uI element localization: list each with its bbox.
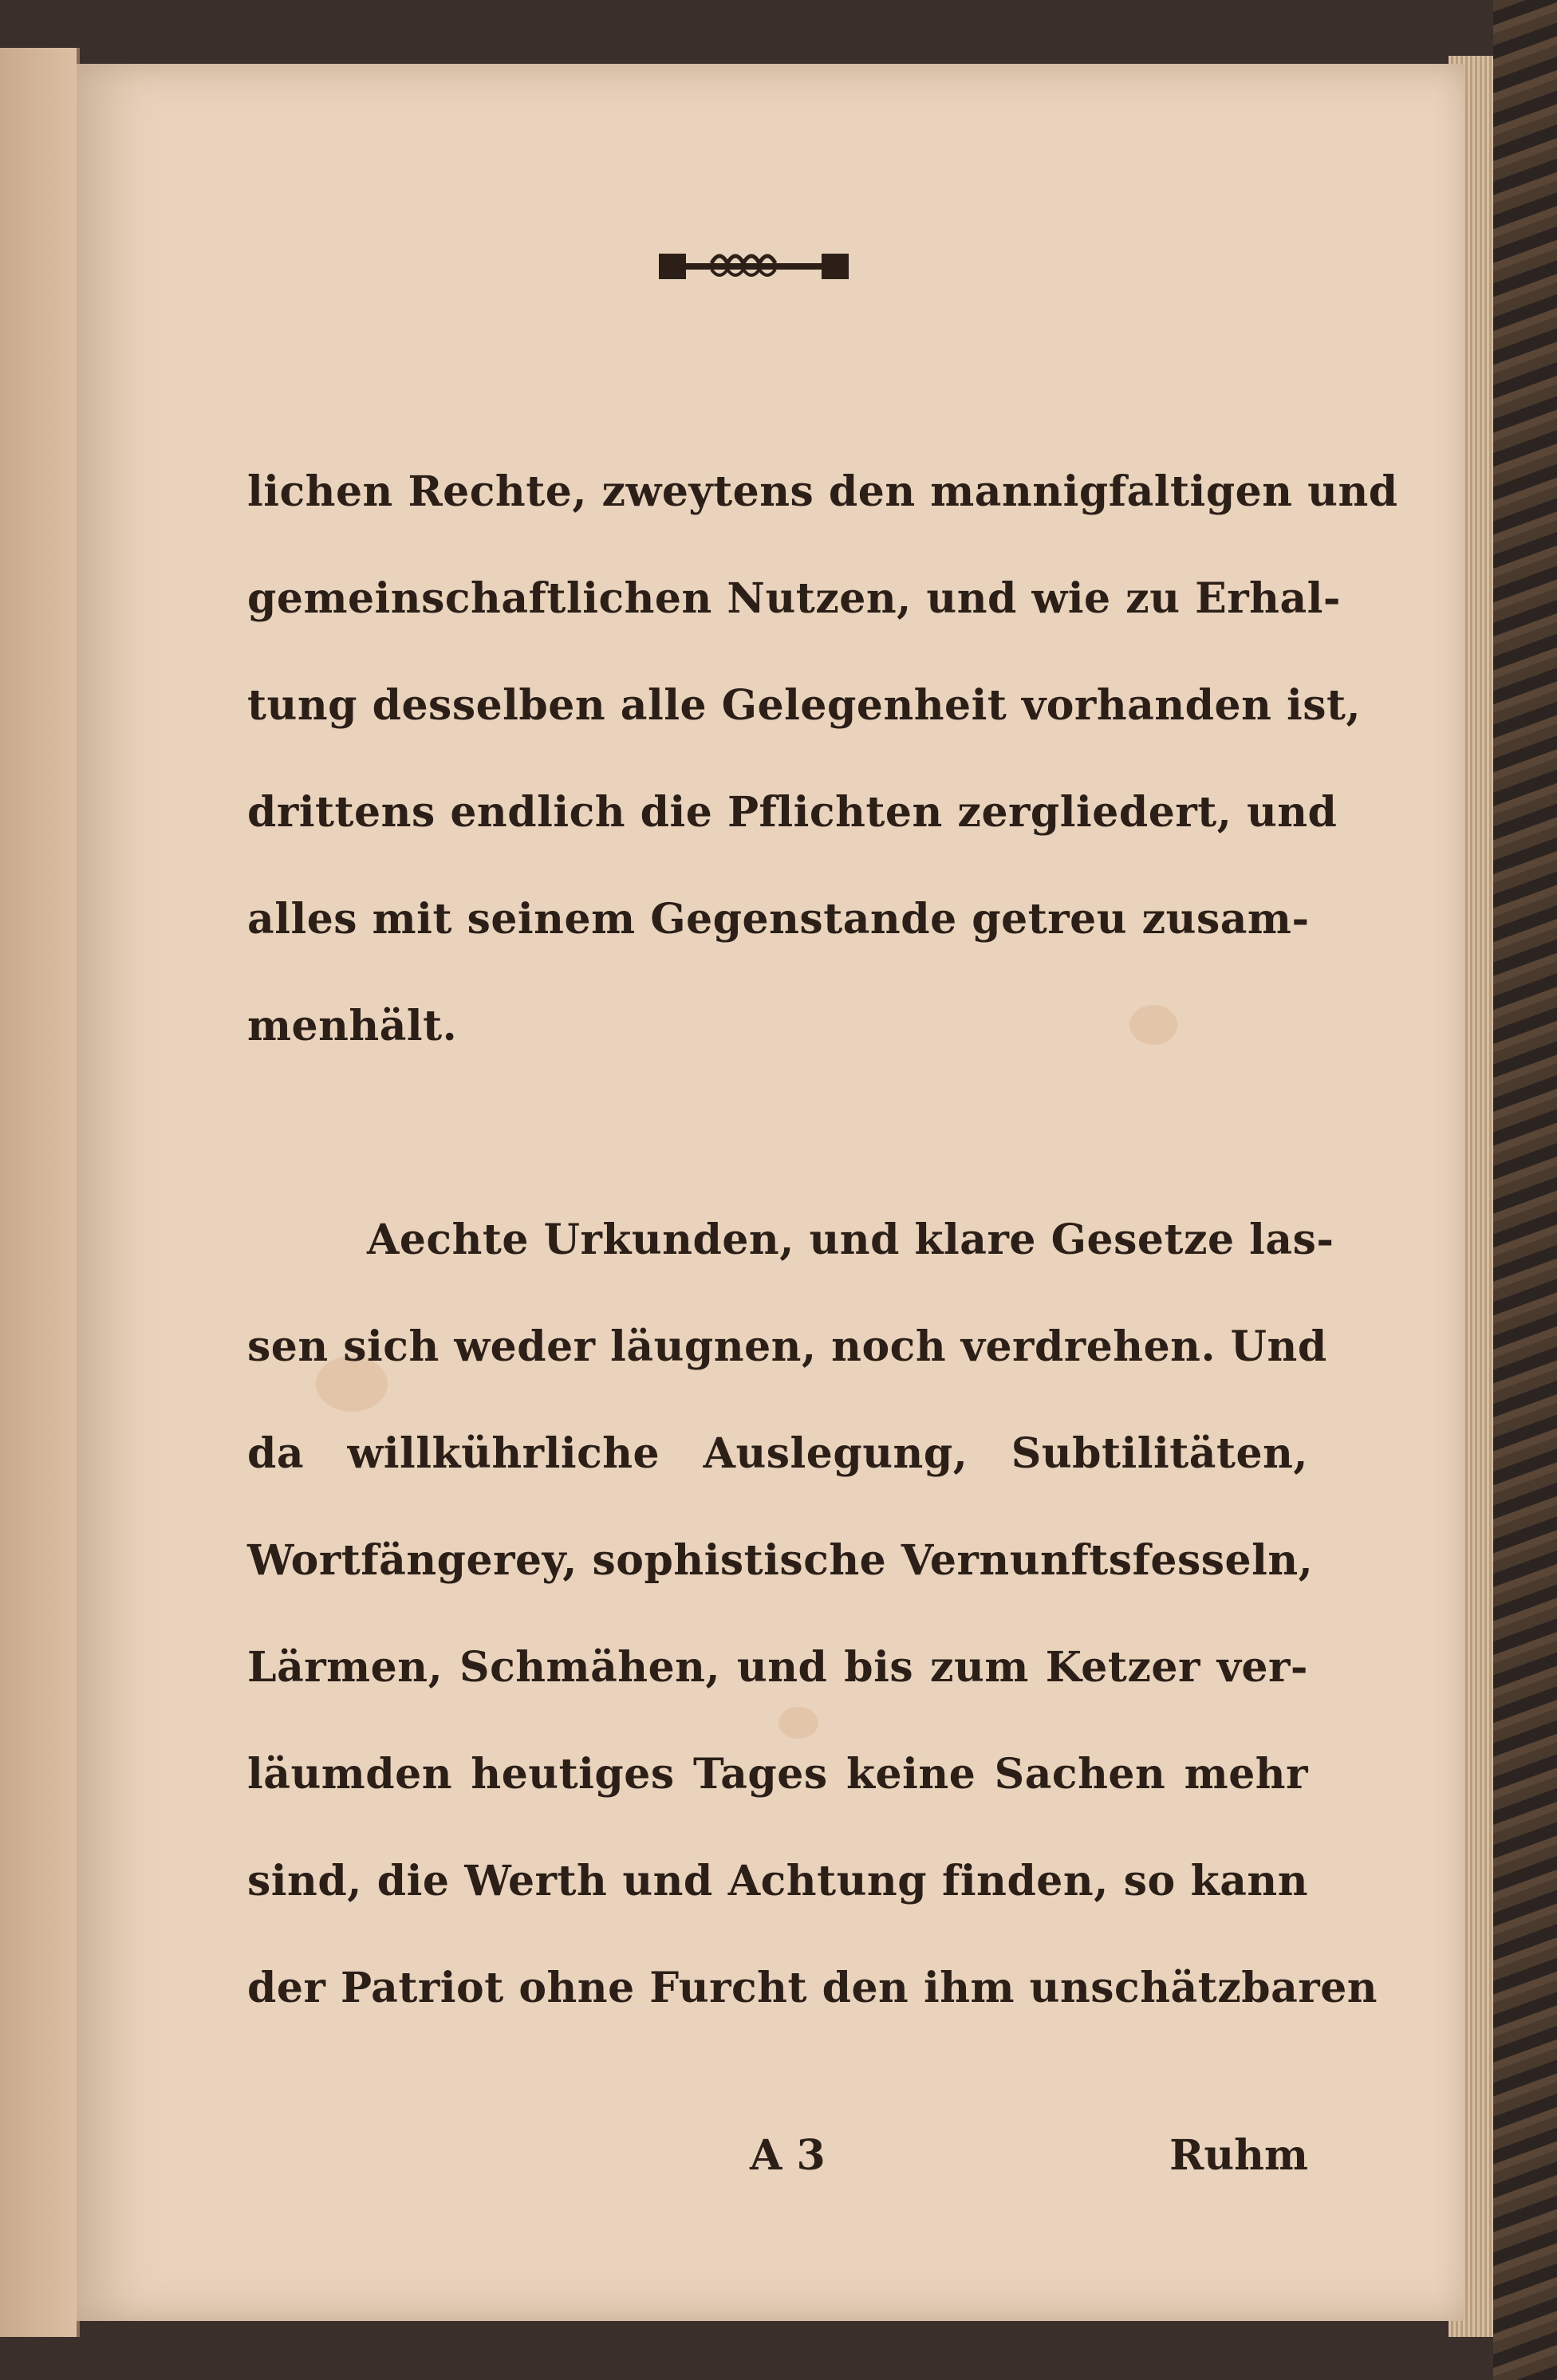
text-line: Aechte Urkunden, und klare Gesetze las- bbox=[367, 1216, 1334, 1264]
text-line: der Patriot ohne Furcht den ihm unschätzbaren bbox=[247, 1964, 1378, 2012]
text-line: da willkührliche Auslegung, Subtilitäten, bbox=[247, 1429, 1308, 1478]
book-page bbox=[77, 64, 1464, 2321]
text-line: sind, die Werth und Achtung finden, so kann bbox=[247, 1857, 1308, 1905]
text-line: sen sich weder läugnen, noch verdrehen. Und bbox=[247, 1322, 1327, 1371]
text-line: gemeinschaftlichen Nutzen, und wie zu Erhal- bbox=[247, 574, 1341, 623]
page-footer bbox=[247, 2131, 1308, 2211]
facing-page-edge bbox=[0, 48, 80, 2337]
body-text bbox=[247, 439, 1398, 2042]
book-binding bbox=[1493, 0, 1557, 2380]
text-line: läumden heutiges Tages keine Sachen mehr bbox=[247, 1750, 1308, 1799]
text-line: lichen Rechte, zweytens den mannigfaltigen und bbox=[247, 467, 1398, 516]
text-line: tung desselben alle Gelegenheit vorhanden ist, bbox=[247, 681, 1362, 730]
paragraph-gap bbox=[247, 1080, 1308, 1187]
ornament-icon bbox=[656, 242, 852, 290]
text-line: Wortfängerey, sophistische Vernunftsfesseln, bbox=[247, 1536, 1314, 1585]
text-line: alles mit seinem Gegenstande getreu zusam- bbox=[247, 895, 1310, 944]
catchword: Ruhm bbox=[1169, 2131, 1308, 2180]
signature-mark: A 3 bbox=[750, 2131, 826, 2180]
text-line: Lärmen, Schmähen, und bis zum Ketzer ver- bbox=[247, 1643, 1308, 1692]
text-line: drittens endlich die Pflichten zergliedert, und bbox=[247, 788, 1338, 837]
text-line: menhält. bbox=[247, 1002, 458, 1050]
